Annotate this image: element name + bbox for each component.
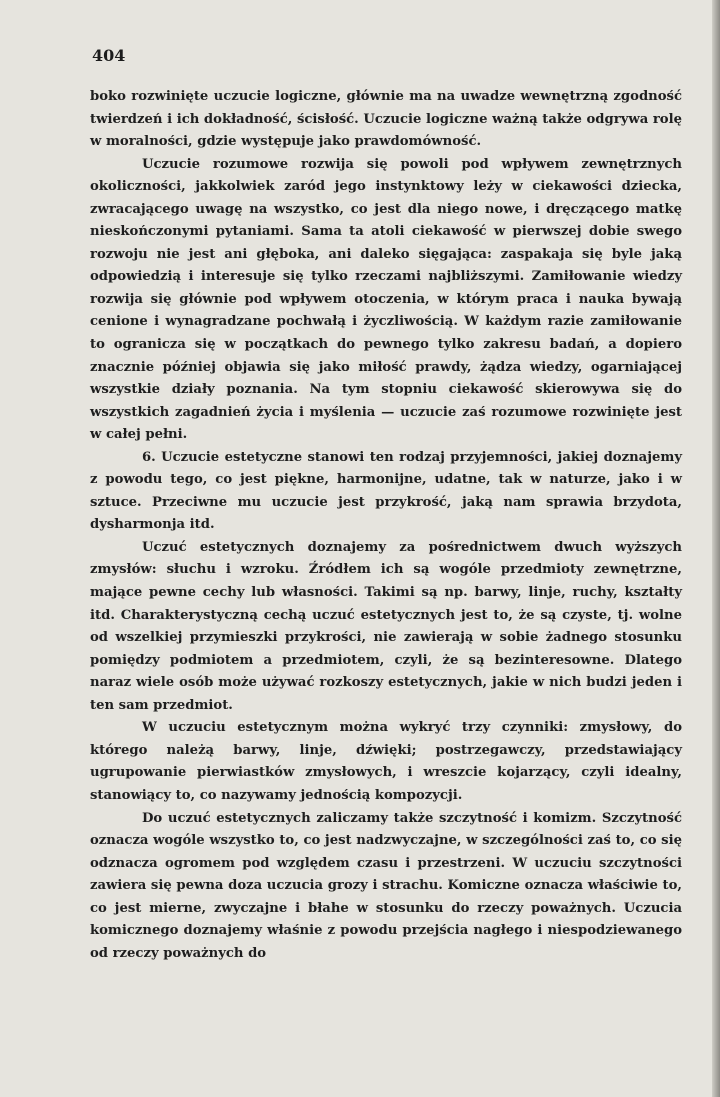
paragraph-aesthetic-feeling: 6. Uczucie estetyczne stanowi ten rodzaj przyjemności, jakiej doznajemy z powodu tego, co jest piękne, harmonijne, udatne, tak w naturze, jako i w sztuce. Przeciwne mu uczucie jest przykrość, jaką nam sprawia brzydota, dysharmonja itd.: [90, 449, 682, 533]
paragraph-rational-feeling: Uczucie rozumowe rozwija się powoli pod wpływem zewnętrznych okoliczności, jakkolwiek zaród jego instynktowy leży w ciekawości dziecka, zwracającego uwagę na wszystko, co jest dla niego nowe, i dręczącego matkę nieskończonymi pytaniami. Sama ta atoli ciekawość w pierwszej dobie swego rozwoju nie jest ani głęboka, ani daleko sięgająca: zaspakaja się byle jaką odpowiedzią i interesuje się tylko rzeczami najbliższymi. Zamiłowanie wiedzy rozwija się głównie pod wpływem otoczenia, w którym praca i nauka bywają cenione i wynagradzane pochwałą i życzliwością. W każdym razie zamiłowanie to ogranicza się w początkach do pewnego tylko zakresu badań, a dopiero znacznie później objawia się jako miłość prawdy, żądza wiedzy, ogarniającej wszystkie działy poznania. Na tym stopniu ciekawość skierowywa się do wszystkich zagadnień życia i myślenia — uczucie zaś rozumowe rozwinięte jest w całej pełni.: [90, 156, 682, 443]
paragraph-aesthetic-factors: W uczuciu estetycznym można wykryć trzy czynniki: zmysłowy, do którego należą barwy, linje, dźwięki; postrzegawczy, przedstawiający ugrupowanie pierwiastków zmysłowych, i wreszcie kojarzący, czyli idealny, stanowiący to, co nazywamy jednością kompozycji.: [90, 720, 682, 803]
page-number: 404: [92, 46, 126, 65]
paragraph-aesthetic-senses: Uczuć estetycznych doznajemy za pośrednictwem dwuch wyższych zmysłów: słuchu i wzroku. Źródłem ich są wogóle przedmioty zewnętrzne, mające pewne cechy lub własności. Takimi są np. barwy, linje, ruchy, kształty itd. Charakterystyczną cechą uczuć estetycznych jest to, że są czyste, tj. wolne od wszelkiej przymieszki przykrości, nie zawierają w sobie żadnego stosunku pomiędzy podmiotem a przedmiotem, czyli, że są bezinteresowne. Dlatego naraz wiele osób może używać rozkoszy estetycznych, jakie w nich budzi jeden i ten sam przedmiot.: [90, 539, 682, 713]
body-text: [90, 86, 682, 965]
scan-edge-shadow: [712, 0, 720, 1097]
paragraph-continuation: boko rozwinięte uczucie logiczne, głównie ma na uwadze wewnętrzną zgodność twierdzeń i ich dokładność, ścisłość. Uczucie logiczne ważną także odgrywa rolę w moralności, gdzie występuje jako prawdomówność.: [90, 89, 682, 150]
paragraph-sublime-comic: Do uczuć estetycznych zaliczamy także szczytność i komizm. Szczytność oznacza wogóle wszystko to, co jest nadzwyczajne, w szczególności zaś to, co się odznacza ogromem pod względem czasu i przestrzeni. W uczuciu szczytności zawiera się pewna doza uczucia grozy i strachu. Komiczne oznacza właściwie to, co jest mierne, zwyczajne i błahe w stosunku do rzeczy poważnych. Uczucia komicznego doznajemy właśnie z powodu przejścia nagłego i niespodziewanego od rzeczy poważnych do: [90, 810, 682, 961]
